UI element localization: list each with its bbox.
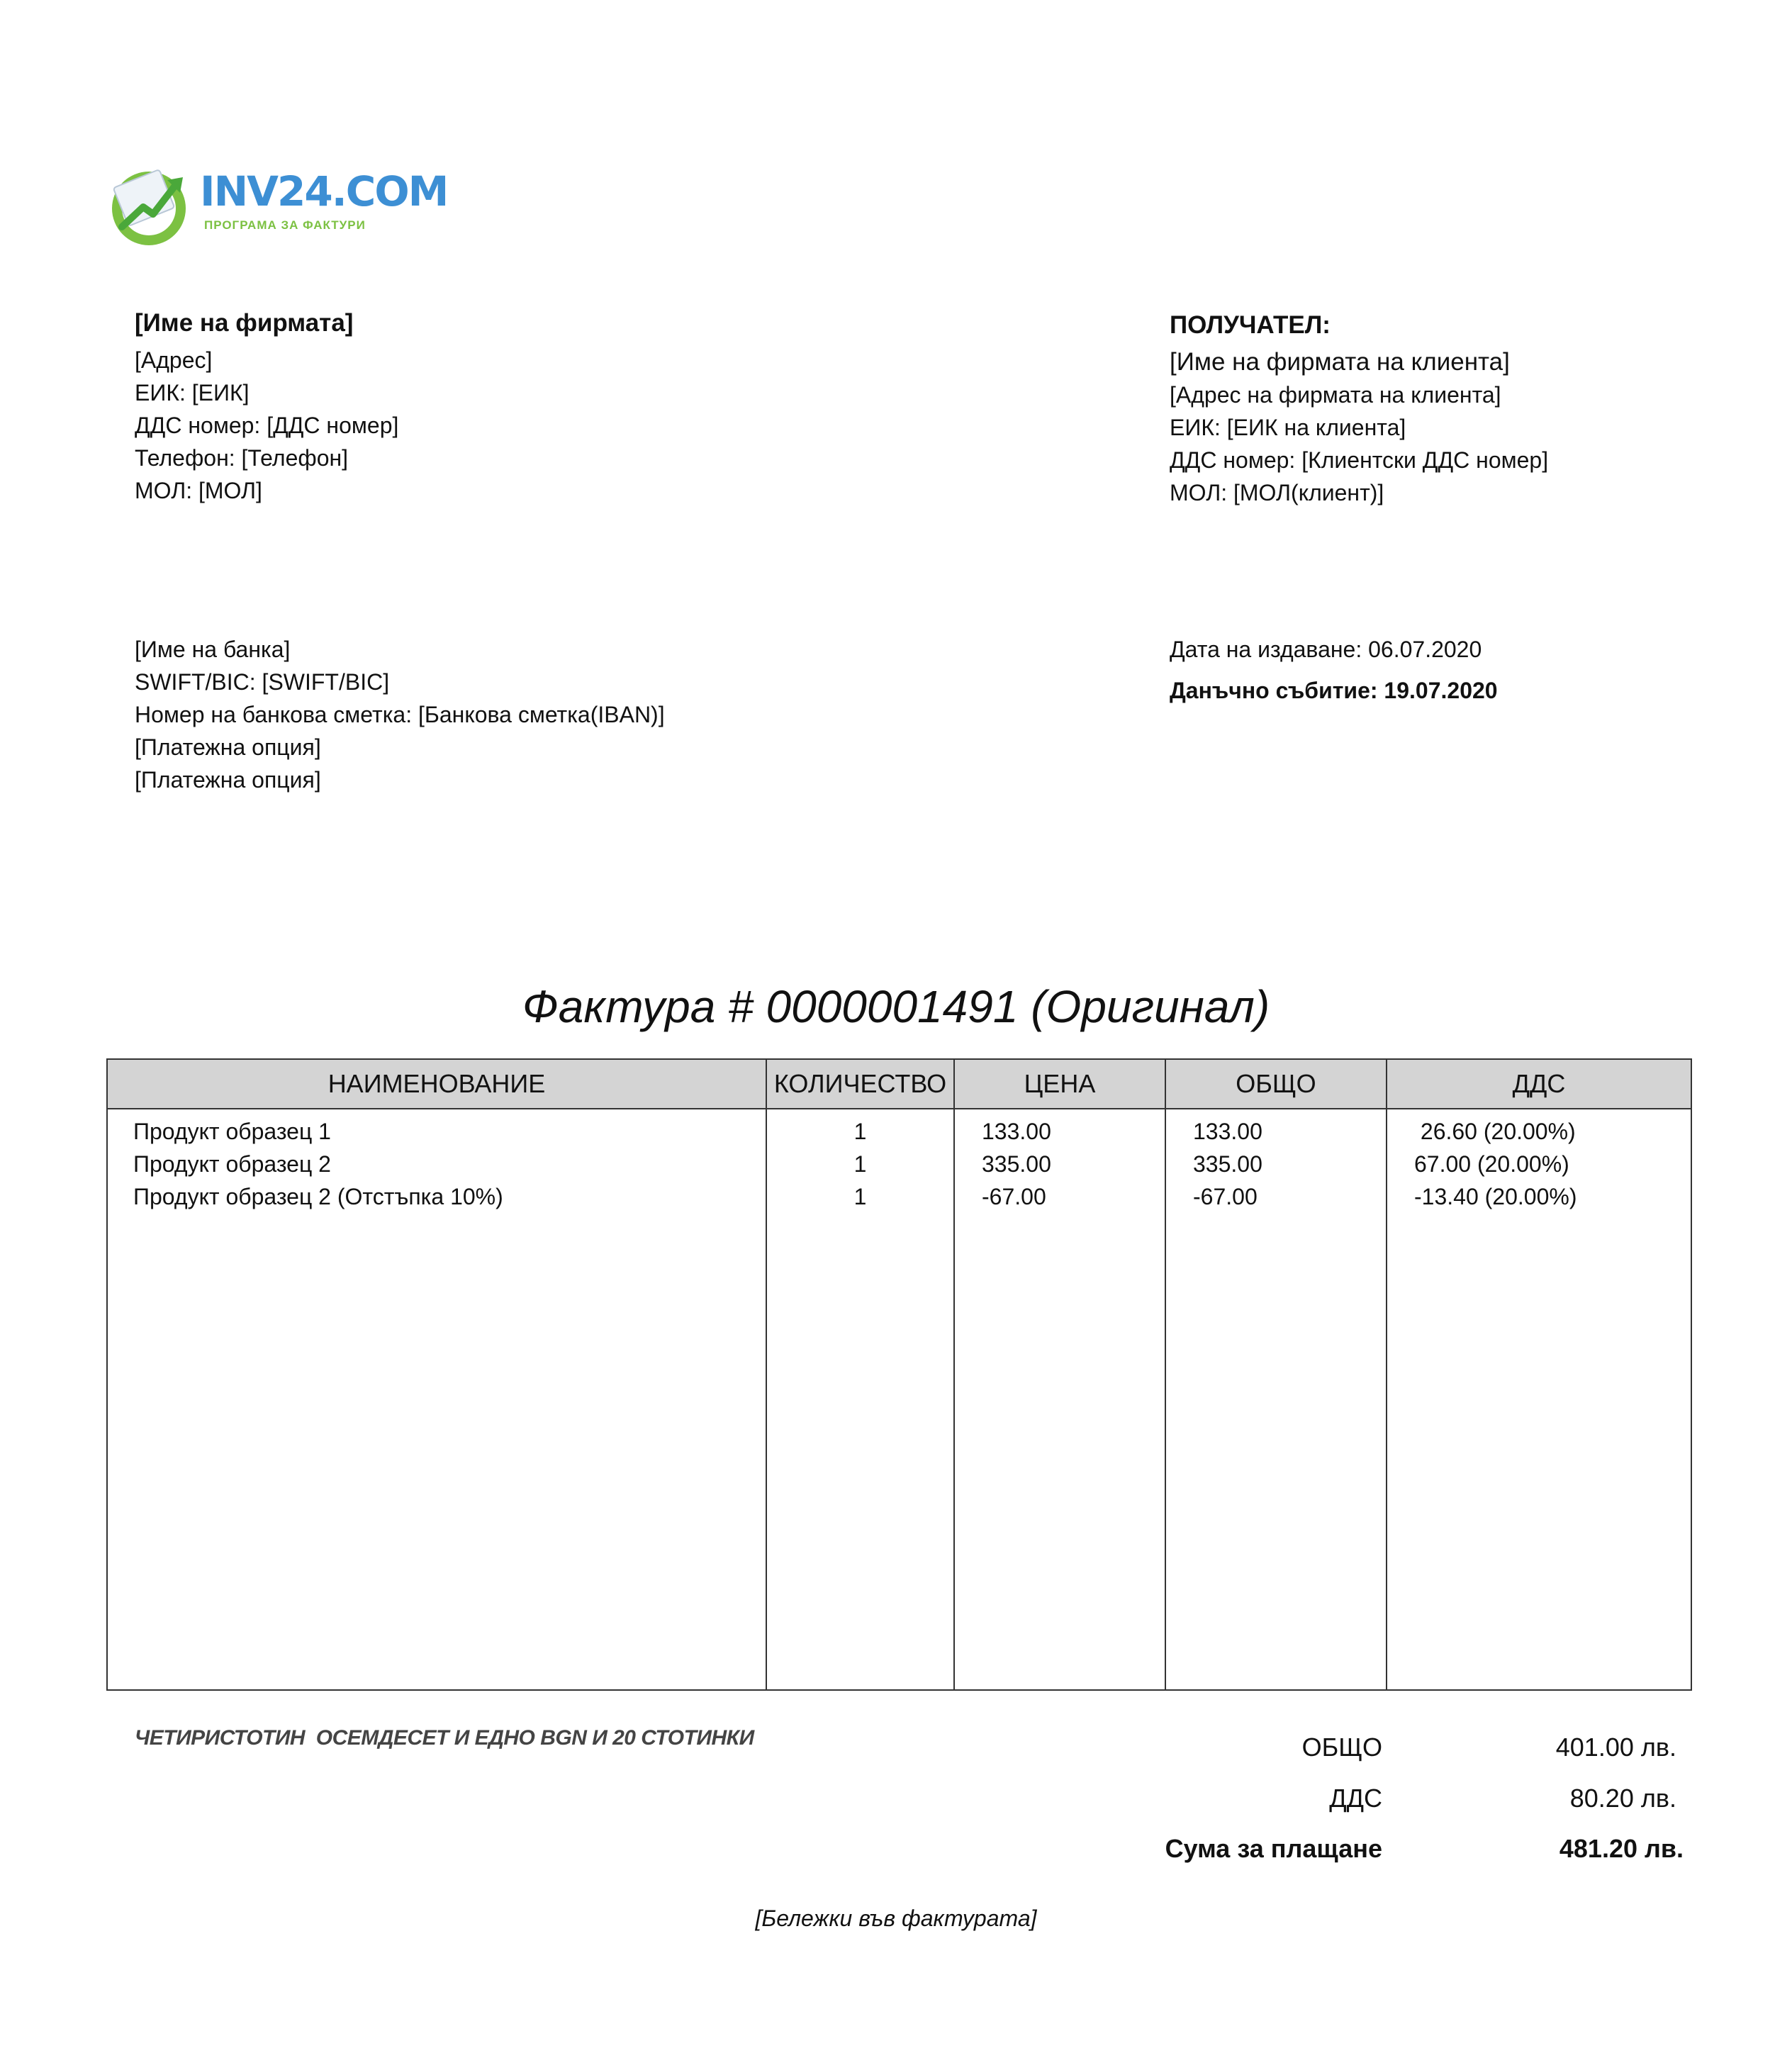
dates-block [1170,633,1498,707]
column-header-name: НАИМЕНОВАНИЕ [107,1059,766,1109]
vat-total-label: ДДС [1329,1784,1382,1813]
table-cell: -67.00 [982,1184,1046,1209]
table-cell: 26.60 (20.00%) [1414,1119,1576,1144]
subtotal-value: 401.00 лв. [1555,1733,1676,1762]
total-column [1165,1109,1387,1690]
quantity-column [766,1109,954,1690]
table-header-row [107,1059,1691,1109]
recipient-name: [Име на фирмата на клиента] [1170,348,1510,376]
column-header-total: ОБЩО [1165,1059,1387,1109]
logo-icon [106,162,195,247]
payment-option: [Платежна опция] [135,767,321,793]
issuer-block [135,307,398,507]
recipient-block [1170,309,1548,509]
issuer-address: [Адрес] [135,347,213,373]
table-cell: 1 [853,1184,867,1209]
column-header-price: ЦЕНА [954,1059,1165,1109]
table-cell: 1 [853,1151,867,1177]
column-header-quantity: КОЛИЧЕСТВО [766,1059,954,1109]
name-column [107,1109,766,1690]
recipient-eik: ЕИК: [ЕИК на клиента] [1170,415,1406,440]
issuer-phone: Телефон: [Телефон] [135,445,349,471]
bank-swift: SWIFT/BIC: [SWIFT/BIC] [135,669,390,695]
payment-option: [Платежна опция] [135,734,321,760]
invoice-notes: [Бележки във фактурата] [755,1906,1037,1931]
table-cell: -13.40 (20.00%) [1414,1184,1577,1209]
issuer-eik: ЕИК: [ЕИК] [135,380,250,405]
issuer-vat-number: ДДС номер: [ДДС номер] [135,413,399,438]
table-body [107,1109,1691,1690]
logo-tagline: ПРОГРАМА ЗА ФАКТУРИ [204,218,366,232]
table-cell: 1 [853,1119,867,1144]
issuer-mol: МОЛ: [МОЛ] [135,478,262,503]
amount-due-label: Сума за плащане [1165,1834,1382,1863]
price-column [954,1109,1165,1690]
company-logo [106,162,448,247]
bank-iban: Номер на банкова сметка: [Банкова сметка(IBAN)] [135,702,665,727]
recipient-mol: МОЛ: [МОЛ(клиент)] [1170,480,1384,505]
subtotal-label: ОБЩО [1301,1733,1382,1762]
tax-event-date: Данъчно събитие: 19.07.2020 [1170,678,1498,703]
column-header-vat: ДДС [1387,1059,1691,1109]
issue-date: Дата на издаване: 06.07.2020 [1170,637,1482,662]
vat-column [1387,1109,1691,1690]
table-cell: 133.00 [1193,1119,1262,1144]
table-cell: 335.00 [982,1151,1051,1177]
table-cell: 67.00 (20.00%) [1414,1151,1569,1177]
table-cell: -67.00 [1193,1184,1258,1209]
recipient-address: [Адрес на фирмата на клиента] [1170,382,1501,408]
logo-brand: INV24.COM [200,167,448,216]
recipient-heading: ПОЛУЧАТЕЛ: [1170,311,1331,339]
table-cell: Продукт образец 2 [133,1151,331,1177]
table-cell: 335.00 [1193,1151,1262,1177]
table-cell: Продукт образец 1 [133,1119,331,1144]
bank-name: [Име на банка] [135,637,291,662]
amount-due-value: 481.20 лв. [1559,1834,1684,1863]
invoice-title: Фактура # 0000001491 (Оригинал) [522,981,1270,1032]
table-cell: 133.00 [982,1119,1051,1144]
recipient-vat-number: ДДС номер: [Клиентски ДДС номер] [1170,447,1549,473]
vat-total-value: 80.20 лв. [1569,1784,1676,1813]
items-table [106,1058,1692,1691]
table-cell: Продукт образец 2 (Отстъпка 10%) [133,1184,503,1209]
bank-block [135,633,665,796]
amount-in-words: ЧЕТИРИСТОТИН ОСЕМДЕСЕТ И ЕДНО BGN И 20 СТОТИНКИ [135,1726,754,1750]
issuer-name: [Име на фирмата] [135,309,354,337]
